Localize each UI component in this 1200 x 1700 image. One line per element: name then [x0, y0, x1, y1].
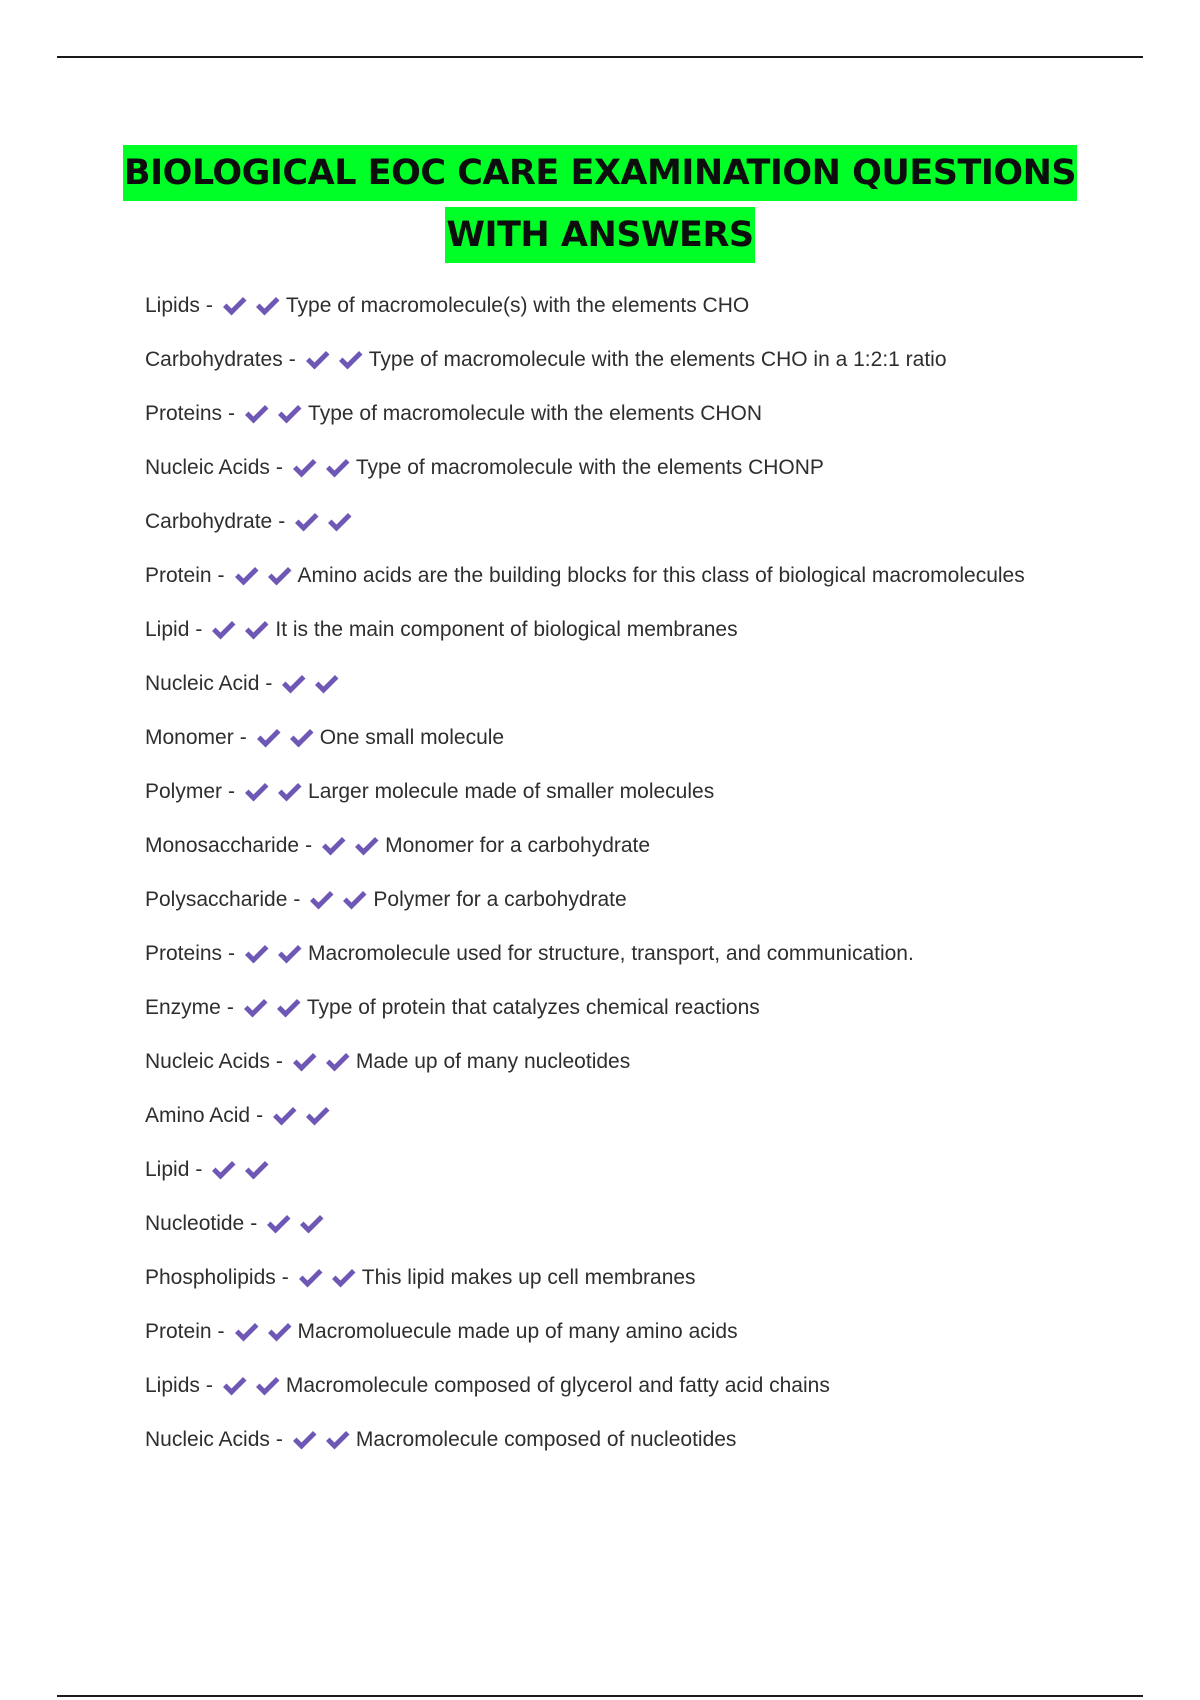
double-check-marks — [221, 1370, 283, 1402]
item-separator: - — [305, 834, 313, 857]
item-term: Monosaccharide — [145, 834, 300, 857]
checkmark-icon — [242, 997, 269, 1019]
double-check-marks — [255, 722, 317, 754]
list-item — [145, 884, 1145, 938]
item-term: Nucleic Acid — [145, 672, 260, 695]
item-term: Protein — [145, 1320, 212, 1343]
checkmark-icon — [276, 403, 303, 425]
double-check-marks — [291, 452, 353, 484]
item-term: Carbohydrates — [145, 348, 283, 371]
checkmark-icon — [271, 1105, 298, 1127]
list-item — [145, 560, 1145, 614]
item-separator: - — [293, 888, 301, 911]
checkmark-icon — [293, 511, 320, 533]
checkmark-icon — [233, 565, 260, 587]
item-answer: This lipid makes up cell membranes — [361, 1266, 696, 1289]
item-separator: - — [217, 1320, 225, 1343]
item-term: Monomer — [145, 726, 234, 749]
item-separator: - — [275, 1428, 283, 1451]
item-separator: - — [265, 672, 273, 695]
list-item — [145, 1046, 1145, 1100]
list-item — [145, 1262, 1145, 1316]
checkmark-icon — [243, 403, 270, 425]
double-check-marks — [210, 614, 272, 646]
list-item — [145, 1100, 1145, 1154]
bottom-divider — [57, 1695, 1143, 1697]
list-item — [145, 1316, 1145, 1370]
checkmark-icon — [265, 1213, 292, 1235]
item-answer: Polymer for a carbohydrate — [373, 888, 627, 911]
checkmark-icon — [320, 835, 347, 857]
list-item — [145, 1154, 1145, 1208]
item-term: Lipid — [145, 1158, 190, 1181]
list-item — [145, 614, 1145, 668]
item-answer: It is the main component of biological membranes — [275, 618, 738, 641]
double-check-marks — [221, 290, 283, 322]
double-check-marks — [243, 938, 305, 970]
item-separator: - — [288, 348, 296, 371]
checkmark-icon — [304, 1105, 331, 1127]
item-term: Nucleic Acids — [145, 1050, 270, 1073]
item-answer: Larger molecule made of smaller molecules — [308, 780, 715, 803]
checkmark-icon — [297, 1267, 324, 1289]
checkmark-icon — [276, 781, 303, 803]
double-check-marks — [242, 992, 304, 1024]
checkmark-icon — [266, 1321, 293, 1343]
item-term: Carbohydrate — [145, 510, 273, 533]
item-separator: - — [239, 726, 247, 749]
list-item — [145, 1208, 1145, 1262]
checkmark-icon — [221, 1375, 248, 1397]
item-term: Phospholipids — [145, 1266, 276, 1289]
double-check-marks — [291, 1046, 353, 1078]
item-answer: Monomer for a carbohydrate — [385, 834, 651, 857]
item-term: Proteins — [145, 942, 223, 965]
checkmark-icon — [324, 457, 351, 479]
double-check-marks — [271, 1100, 333, 1132]
checkmark-icon — [243, 1159, 270, 1181]
double-check-marks — [291, 1424, 353, 1456]
item-separator: - — [250, 1212, 258, 1235]
item-separator: - — [195, 618, 203, 641]
item-term: Amino Acid — [145, 1104, 251, 1127]
checkmark-icon — [324, 1051, 351, 1073]
checkmark-icon — [275, 997, 302, 1019]
item-separator: - — [205, 294, 213, 317]
item-separator: - — [275, 456, 283, 479]
list-item — [145, 398, 1145, 452]
double-check-marks — [233, 560, 295, 592]
double-check-marks — [304, 344, 366, 376]
item-answer: Made up of many nucleotides — [355, 1050, 631, 1073]
checkmark-icon — [326, 511, 353, 533]
double-check-marks — [233, 1316, 295, 1348]
title-line-1: BIOLOGICAL EOC CARE EXAMINATION QUESTIONS — [123, 145, 1077, 201]
double-check-marks — [297, 1262, 359, 1294]
list-item — [145, 992, 1145, 1046]
item-answer: Macromolecule composed of glycerol and fatty acid chains — [285, 1374, 830, 1397]
item-separator: - — [275, 1050, 283, 1073]
checkmark-icon — [324, 1429, 351, 1451]
checkmark-icon — [243, 943, 270, 965]
item-separator: - — [205, 1374, 213, 1397]
double-check-marks — [210, 1154, 272, 1186]
checkmark-icon — [341, 889, 368, 911]
double-check-marks — [308, 884, 370, 916]
list-item — [145, 668, 1145, 722]
list-item — [145, 722, 1145, 776]
checkmark-icon — [243, 619, 270, 641]
item-term: Polysaccharide — [145, 888, 288, 911]
checkmark-icon — [210, 1159, 237, 1181]
item-term: Proteins — [145, 402, 223, 425]
checkmark-icon — [291, 457, 318, 479]
item-separator: - — [256, 1104, 264, 1127]
item-separator: - — [217, 564, 225, 587]
item-answer: Macromolecule used for structure, transport, and communication. — [308, 942, 914, 965]
checkmark-icon — [210, 619, 237, 641]
document-title — [0, 145, 1200, 263]
item-term: Lipids — [145, 1374, 200, 1397]
item-answer: One small molecule — [319, 726, 505, 749]
checkmark-icon — [313, 673, 340, 695]
double-check-marks — [265, 1208, 327, 1240]
checkmark-icon — [243, 781, 270, 803]
list-item — [145, 1370, 1145, 1424]
item-separator: - — [226, 996, 234, 1019]
checkmark-icon — [330, 1267, 357, 1289]
checkmark-icon — [291, 1429, 318, 1451]
list-item — [145, 1424, 1145, 1478]
checkmark-icon — [298, 1213, 325, 1235]
item-separator: - — [228, 942, 236, 965]
double-check-marks — [293, 506, 355, 538]
item-term: Nucleic Acids — [145, 456, 270, 479]
top-divider — [57, 56, 1143, 58]
list-item — [145, 344, 1145, 398]
checkmark-icon — [291, 1051, 318, 1073]
checkmark-icon — [254, 1375, 281, 1397]
item-term: Protein — [145, 564, 212, 587]
item-separator: - — [228, 402, 236, 425]
item-answer: Type of protein that catalyzes chemical reactions — [306, 996, 760, 1019]
checkmark-icon — [221, 295, 248, 317]
item-answer: Type of macromolecule(s) with the elements CHO — [285, 294, 750, 317]
item-term: Lipids — [145, 294, 200, 317]
item-separator: - — [281, 1266, 289, 1289]
list-item — [145, 830, 1145, 884]
item-answer: Type of macromolecule with the elements CHO in a 1:2:1 ratio — [368, 348, 947, 371]
item-answer: Macromolecule composed of nucleotides — [355, 1428, 737, 1451]
item-answer: Type of macromolecule with the elements CHONP — [355, 456, 824, 479]
title-line-2: WITH ANSWERS — [445, 207, 754, 263]
checkmark-icon — [337, 349, 364, 371]
item-term: Lipid — [145, 618, 190, 641]
list-item — [145, 776, 1145, 830]
item-term: Enzyme — [145, 996, 221, 1019]
item-term: Polymer — [145, 780, 223, 803]
checkmark-icon — [304, 349, 331, 371]
item-term: Nucleotide — [145, 1212, 245, 1235]
double-check-marks — [320, 830, 382, 862]
item-separator: - — [278, 510, 286, 533]
item-separator: - — [195, 1158, 203, 1181]
item-answer: Amino acids are the building blocks for this class of biological macromolecules — [297, 564, 1025, 587]
double-check-marks — [280, 668, 342, 700]
item-answer: Macromoluecule made up of many amino acids — [297, 1320, 738, 1343]
checkmark-icon — [280, 673, 307, 695]
list-item — [145, 452, 1145, 506]
item-separator: - — [228, 780, 236, 803]
qa-list — [145, 290, 1145, 1478]
list-item — [145, 290, 1145, 344]
list-item — [145, 938, 1145, 992]
checkmark-icon — [353, 835, 380, 857]
double-check-marks — [243, 776, 305, 808]
item-term: Nucleic Acids — [145, 1428, 270, 1451]
checkmark-icon — [288, 727, 315, 749]
item-answer: Type of macromolecule with the elements CHON — [308, 402, 763, 425]
list-item — [145, 506, 1145, 560]
checkmark-icon — [276, 943, 303, 965]
checkmark-icon — [254, 295, 281, 317]
checkmark-icon — [233, 1321, 260, 1343]
double-check-marks — [243, 398, 305, 430]
checkmark-icon — [255, 727, 282, 749]
checkmark-icon — [308, 889, 335, 911]
checkmark-icon — [266, 565, 293, 587]
